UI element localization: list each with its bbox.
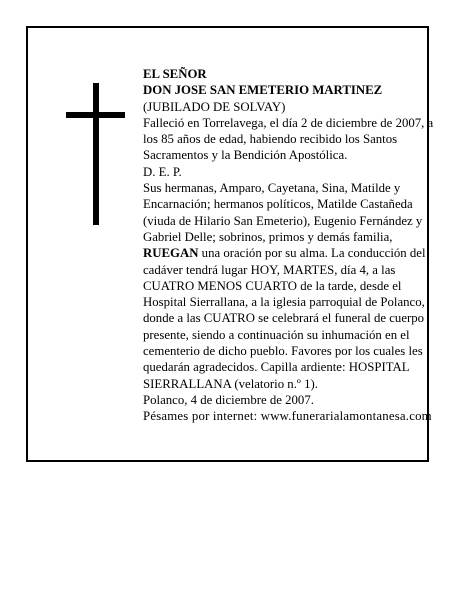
cross-icon	[93, 83, 99, 225]
death-info: Falleció en Torrelavega, el día 2 de diciembre de 2007, a los 85 años de edad, habiendo recibido los Santos Sacramentos y la Bendición Apostólica.	[143, 115, 434, 163]
funeral-text: una oración por su alma. La conducción del cadáver tendrá lugar HOY, MARTES, día 4, a las CUATRO MENOS CUARTO de la tarde, desde el Hospital Sierrallana, a la iglesia parroquial de Polanco, donde a las CUATRO se celebrará el funeral de cuerpo presente, siendo a continuación su inhumación en el cementerio de dicho pueblo. Favores por los cuales les quedarán agradecidos. Capilla ardiente: HOSPITAL SIERRALLANA (velatorio n.º 1).	[143, 246, 426, 391]
dep-line: D. E. P.	[143, 164, 182, 179]
funeral-details	[143, 245, 446, 392]
ruegan-word: RUEGAN	[143, 246, 199, 261]
cross-icon-bar	[66, 112, 125, 118]
family-list: Sus hermanas, Amparo, Cayetana, Sina, Matilde y Encarnación; hermanos políticos, Matilde Castañeda (viuda de Hilario San Emeterio), Eugenio Fernández y Gabriel Delle; sobrinos, primos y demás familia,	[143, 181, 423, 244]
deceased-name: DON JOSE SAN EMETERIO MARTINEZ	[143, 83, 383, 98]
title-line: EL SEÑOR	[143, 67, 207, 81]
obituary-text	[143, 66, 446, 425]
obituary-frame	[26, 26, 434, 462]
occupation: (JUBILADO DE SOLVAY)	[143, 99, 286, 114]
condolences-line: Pésames por internet: www.funerarialamontanesa.com	[143, 409, 432, 424]
place-date: Polanco, 4 de diciembre de 2007.	[143, 392, 314, 407]
